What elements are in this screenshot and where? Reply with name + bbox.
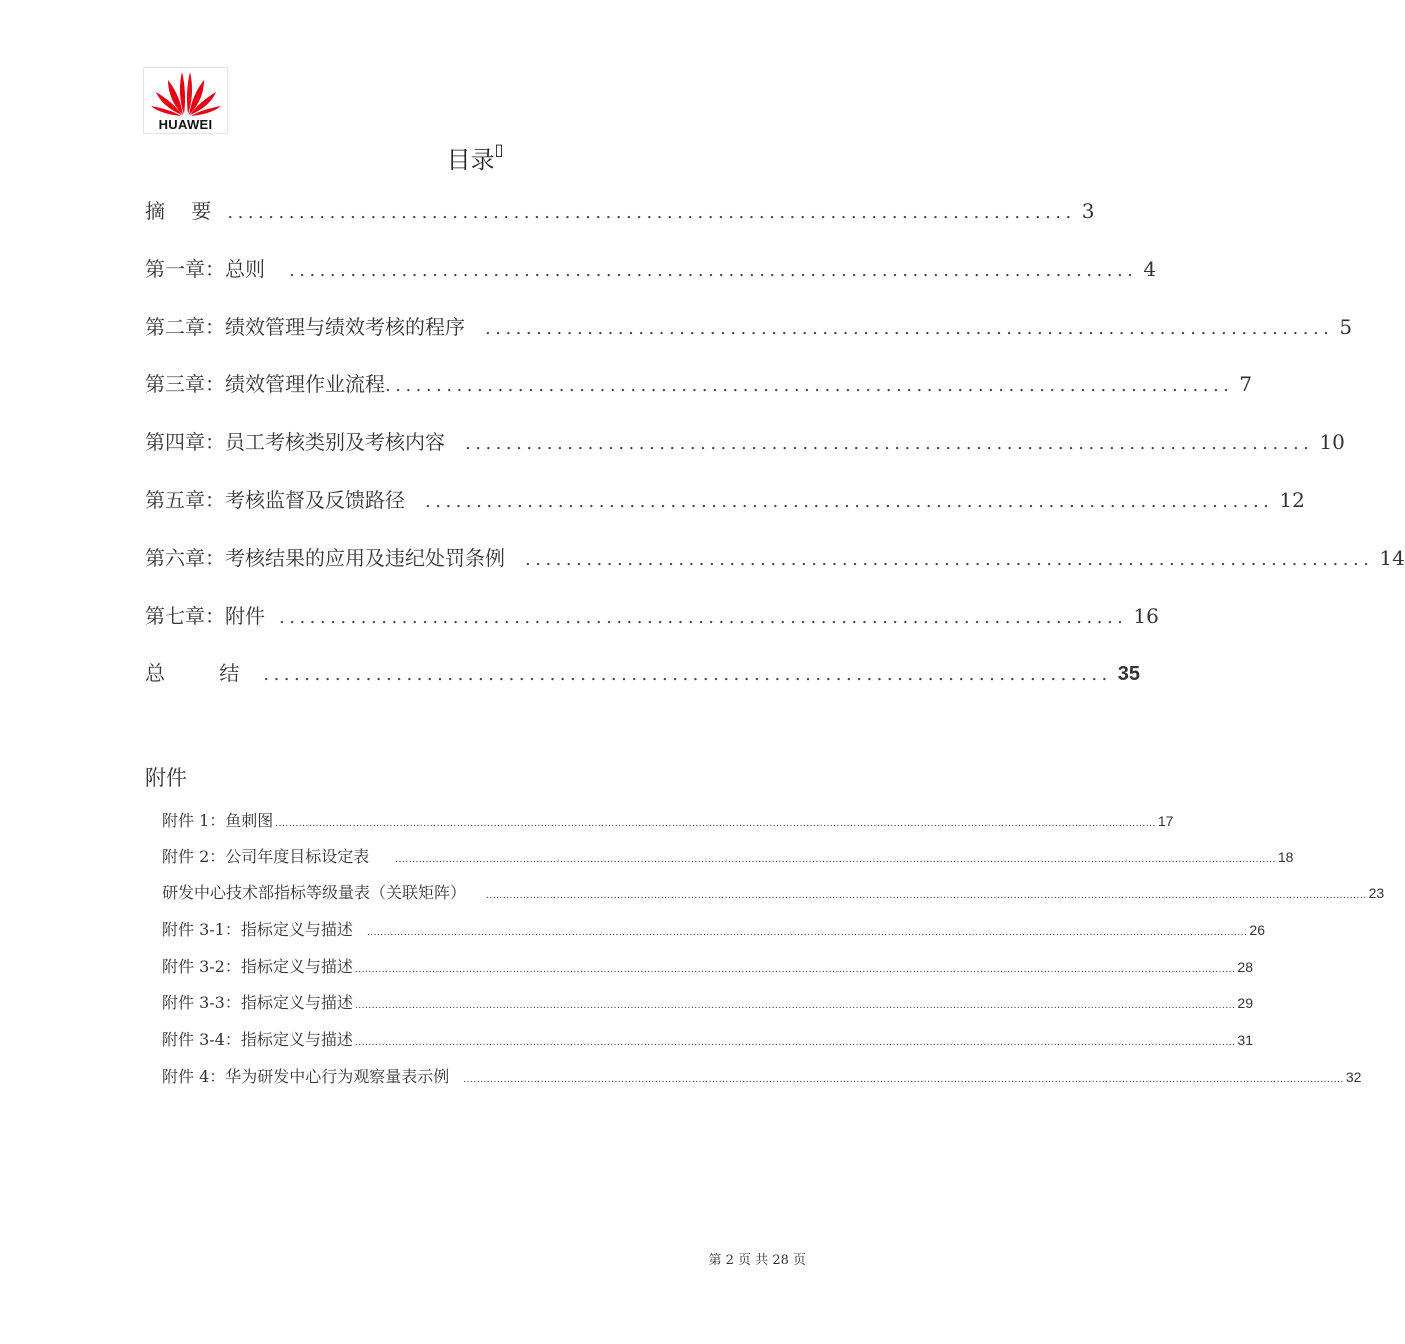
toc-entry-title: 第一章：总则 <box>145 257 265 281</box>
appendix-entry-page: 32 <box>1345 1069 1362 1085</box>
appendix-entry[interactable] <box>162 917 1265 941</box>
toc-dot-leader: ................................................................................... <box>385 375 1234 396</box>
appendix-entry-page: 18 <box>1277 849 1294 865</box>
toc-entry-page: 35 <box>1117 663 1141 685</box>
page-footer: 第 2 页 共 28 页 <box>708 1253 806 1268</box>
toc-entry[interactable] <box>145 253 1157 283</box>
appendix-entry[interactable] <box>162 1027 1253 1051</box>
appendix-entry-title: 附件 3-3：指标定义与描述 <box>162 993 353 1012</box>
toc-entry-title: 第六章：考核结果的应用及违纪处罚条例 <box>145 546 505 570</box>
appendix-dot-leader: ...................................................................................................................................................................................................................................................................... <box>463 1075 1344 1085</box>
toc-entry[interactable] <box>145 311 1353 341</box>
appendix-entry[interactable] <box>162 954 1253 978</box>
toc-dot-leader: ................................................................................... <box>485 318 1334 339</box>
toc-entry[interactable] <box>145 484 1305 514</box>
toc-entry[interactable] <box>145 600 1159 630</box>
toc-entry-title: 摘 要 <box>145 199 222 223</box>
toc-entry-title: 第三章：绩效管理作业流程 <box>145 372 385 396</box>
toc-dot-leader: ................................................................................... <box>525 549 1374 570</box>
appendix-entry-title: 附件 2：公司年度目标设定表 <box>162 847 370 866</box>
appendix-entry-page: 17 <box>1157 813 1174 829</box>
appendix-dot-leader: ...................................................................................................................................................................................................................................................................... <box>366 928 1248 938</box>
appendix-entry[interactable] <box>162 990 1253 1014</box>
appendix-dot-leader: ...................................................................................................................................................................................................................................................................... <box>354 1001 1236 1011</box>
toc-dot-leader: ................................................................................... <box>465 433 1314 454</box>
toc-entry[interactable] <box>145 657 1141 687</box>
toc-entry-page: 16 <box>1133 604 1159 628</box>
toc-entry-page: 7 <box>1239 372 1253 396</box>
toc-entry-page: 4 <box>1143 257 1157 281</box>
toc-entry-page: 14 <box>1379 546 1405 570</box>
appendix-dot-leader: ...................................................................................................................................................................................................................................................................... <box>486 891 1367 901</box>
appendix-heading: 附件 <box>145 766 187 790</box>
appendix-entry-page: 26 <box>1249 922 1265 938</box>
appendix-dot-leader: ...................................................................................................................................................................................................................................................................... <box>354 965 1236 975</box>
appendix-entry[interactable] <box>162 880 1385 904</box>
appendix-entry-title: 附件 4：华为研发中心行为观察量表示例 <box>162 1067 450 1086</box>
appendix-entry-title: 附件 3-2：指标定义与描述 <box>162 957 353 976</box>
toc-entry-page: 10 <box>1319 430 1345 454</box>
huawei-logo <box>143 67 228 134</box>
huawei-petals-icon <box>148 70 224 116</box>
appendix-entry[interactable] <box>162 1064 1362 1088</box>
appendix-entry[interactable] <box>162 808 1174 832</box>
appendix-entry-title: 附件 3-4：指标定义与描述 <box>162 1030 353 1049</box>
toc-dot-leader: ................................................................................... <box>279 607 1128 628</box>
toc-entry-page: 12 <box>1279 488 1305 512</box>
appendix-entry-title: 附件 1：鱼刺图 <box>162 811 274 830</box>
toc-entry[interactable] <box>145 195 1095 225</box>
toc-dot-leader: ................................................................................... <box>289 260 1138 281</box>
appendix-dot-leader: ...................................................................................................................................................................................................................................................................... <box>354 1038 1236 1048</box>
logo-text: HUAWEI <box>158 117 213 132</box>
toc-dot-leader: ................................................................................... <box>263 664 1112 685</box>
appendix-entry-title: 附件 3-1：指标定义与描述 <box>162 920 353 939</box>
appendix-entry-page: 31 <box>1237 1032 1253 1048</box>
toc-entry[interactable] <box>145 368 1253 398</box>
toc-entry-title: 总 结 <box>145 661 264 685</box>
appendix-entry-page: 28 <box>1237 959 1253 975</box>
toc-entry-page: 3 <box>1081 199 1095 223</box>
toc-entry[interactable] <box>145 426 1345 456</box>
toc-entry-page: 5 <box>1339 315 1353 339</box>
appendix-entry-page: 23 <box>1368 885 1385 901</box>
toc-entry-title: 第七章：附件 <box>145 604 265 628</box>
toc-entry-title: 第五章：考核监督及反馈路径 <box>145 488 405 512</box>
toc-dot-leader: ................................................................................... <box>425 491 1274 512</box>
toc-entry-title: 第四章：员工考核类别及考核内容 <box>145 430 445 454</box>
toc-title: 目录▯ <box>446 140 504 174</box>
appendix-entry-title: 研发中心技术部指标等级量表（关联矩阵） <box>162 883 467 902</box>
toc-dot-leader: ................................................................................... <box>227 202 1076 223</box>
appendix-entry-page: 29 <box>1237 995 1253 1011</box>
appendix-dot-leader: ...................................................................................................................................................................................................................................................................... <box>395 855 1276 865</box>
toc-entry-title: 第二章：绩效管理与绩效考核的程序 <box>145 315 465 339</box>
appendix-entry[interactable] <box>162 844 1294 868</box>
toc-entry[interactable] <box>145 542 1405 572</box>
appendix-dot-leader: ...................................................................................................................................................................................................................................................................... <box>275 819 1156 829</box>
